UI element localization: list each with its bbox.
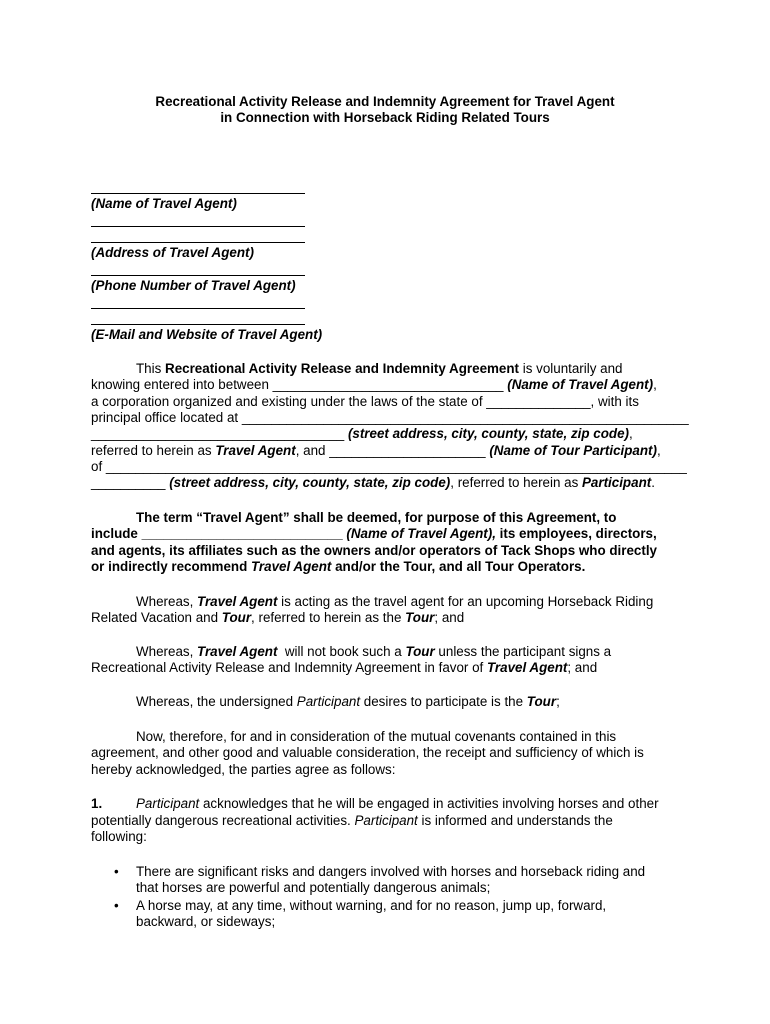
agent-email-line-1[interactable]	[91, 308, 305, 309]
definition-line-3: and agents, its affiliates such as the owners and/or operators of Tack Shops who directly	[91, 543, 658, 558]
agent-address-label: (Address of Travel Agent)	[91, 245, 254, 260]
agent-address-line-1[interactable]	[91, 226, 305, 227]
definition-line-1: The term “Travel Agent” shall be deemed, for purpose of this Agreement, to	[136, 510, 617, 525]
intro-line-5: __________________________________ (street address, city, county, state, zip code),	[91, 426, 633, 441]
bullet-icon: •	[114, 898, 119, 913]
section-1-line-3: following:	[91, 829, 147, 844]
whereas-2-line-2: Recreational Activity Release and Indemnity Agreement in favor of Travel Agent; and	[91, 660, 598, 675]
intro-line-4: principal office located at ____________________________________________________________	[91, 410, 689, 425]
whereas-3-line-1: Whereas, the undersigned Participant desires to participate is the Tour;	[136, 694, 560, 709]
bullet-1-line-2: that horses are powerful and potentially dangerous animals;	[136, 880, 491, 895]
whereas-1-line-2: Related Vacation and Tour, referred to herein as the Tour; and	[91, 610, 465, 625]
agent-address-line-2[interactable]	[91, 242, 305, 243]
bullet-icon: •	[114, 864, 119, 879]
agent-phone-label: (Phone Number of Travel Agent)	[91, 278, 296, 293]
section-1-line-1: Participant acknowledges that he will be engaged in activities involving horses and other	[136, 796, 659, 811]
bullet-1-line-1: There are significant risks and dangers involved with horses and horseback riding and	[136, 864, 646, 879]
definition-line-2: include ___________________________ (Name of Travel Agent), its employees, directors,	[91, 526, 657, 541]
bullet-2-line-2: backward, or sideways;	[136, 914, 276, 929]
whereas-1-line-1: Whereas, Travel Agent is acting as the travel agent for an upcoming Horseback Riding	[136, 594, 654, 609]
agent-phone-line[interactable]	[91, 275, 305, 276]
intro-line-3: a corporation organized and existing under the laws of the state of ______________, with its	[91, 394, 639, 409]
section-1-number: 1.	[91, 796, 103, 811]
document-title-line-2: in Connection with Horseback Riding Related Tours	[220, 110, 550, 125]
now-therefore-line-2: agreement, and other good and valuable consideration, the receipt and sufficiency of which is	[91, 745, 644, 760]
bullet-2-line-1: A horse may, at any time, without warning, and for no reason, jump up, forward,	[136, 898, 607, 913]
definition-line-4: or indirectly recommend Travel Agent and/or the Tour, and all Tour Operators.	[91, 559, 586, 574]
agent-email-label: (E-Mail and Website of Travel Agent)	[91, 327, 323, 342]
agent-email-line-2[interactable]	[91, 324, 305, 325]
now-therefore-line-1: Now, therefore, for and in consideration of the mutual covenants contained in this	[136, 729, 617, 744]
intro-line-6: referred to herein as Travel Agent, and _____________________ (Name of Tour Participant),	[91, 443, 661, 458]
agent-name-label: (Name of Travel Agent)	[91, 196, 237, 211]
intro-line-8: __________ (street address, city, county, state, zip code), referred to herein as Participant.	[91, 475, 655, 490]
now-therefore-line-3: hereby acknowledged, the parties agree as follows:	[91, 762, 396, 777]
intro-line-7: of ______________________________________________________________________________	[91, 459, 687, 474]
section-1-line-2: potentially dangerous recreational activities. Participant is informed and understands the	[91, 813, 613, 828]
agent-name-line[interactable]	[91, 193, 305, 194]
intro-line-1: This Recreational Activity Release and Indemnity Agreement is voluntarily and	[136, 361, 623, 376]
intro-line-2: knowing entered into between _______________________________ (Name of Travel Agent),	[91, 377, 657, 392]
document-title-line-1: Recreational Activity Release and Indemnity Agreement for Travel Agent	[155, 94, 615, 109]
whereas-2-line-1: Whereas, Travel Agent will not book such a Tour unless the participant signs a	[136, 644, 612, 659]
